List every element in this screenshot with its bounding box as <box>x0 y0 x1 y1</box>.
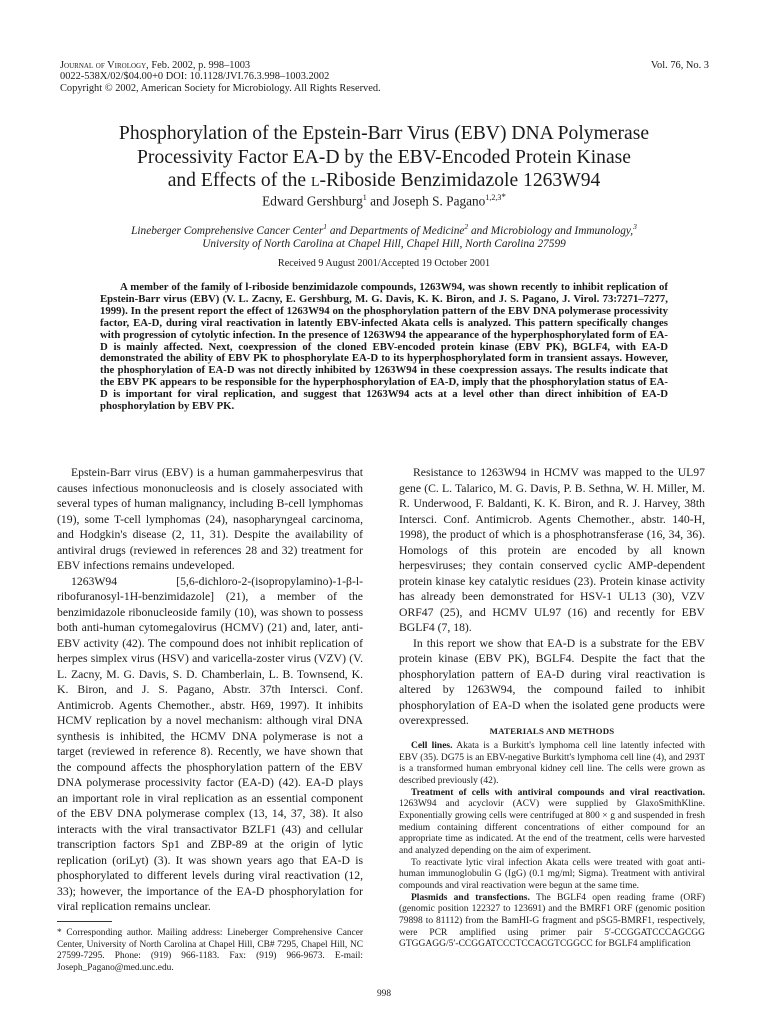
copyright: Copyright © 2002, American Society for Microbiology. All Rights Reserved. <box>60 82 381 94</box>
author-1: Edward Gershburg <box>262 193 363 209</box>
treatment-text: 1263W94 and acyclovir (ACV) were supplied by GlaxoSmithKline. Exponentially growing cells were centrifuged at 800 × g and suspended in fresh medium containing different concentrations of either compound for an appropriate time as indicated. At the end of the treatment, cells were harvested and analyzed depending on the aim of experiment. <box>399 799 705 856</box>
title-line-3 <box>40 169 728 193</box>
footnote-rule <box>57 921 112 922</box>
issn-doi: 0022-538X/02/$04.00+0 DOI: 10.1128/JVI.76.3.998–1003.2002 <box>60 71 330 83</box>
journal-header <box>60 60 381 94</box>
journal-date-pages: , Feb. 2002, p. 998–1003 <box>146 60 251 71</box>
methods-treatment <box>399 788 705 858</box>
plasmids-text: The BGLF4 open reading frame (ORF) (genomic position 122327 to 123691) and the BMRF1 ORF (genomic position 79898 to 81112) from the BamHI-G fragment and pSG5-BMRF1, respectively, were PCR amplified using primer pair 5′-CCGGATCCCAGCGG GTGGAGG/5′-CCGGATCCCTCCACGTCGGCC for BGLF4 amplification <box>399 892 706 950</box>
methods-cell-lines <box>399 741 705 788</box>
affiliation-line-2: University of North Carolina at Chapel Hill, Chapel Hill, North Carolina 27599 <box>202 238 566 251</box>
methods-heading: MATERIALS AND METHODS <box>489 726 615 736</box>
author-2-affil: 1,2,3 <box>485 193 502 202</box>
left-column <box>57 465 363 915</box>
cell-lines-runin: Cell lines. <box>411 741 453 751</box>
volume-number: Vol. 76, No. 3 <box>650 60 709 71</box>
affil-sup-1: 1 <box>323 222 327 231</box>
title-line-2: Processivity Factor EA-D by the EBV-Encoded Protein Kinase <box>137 146 631 168</box>
received-dates: Received 9 August 2001/Accepted 19 October 2001 <box>277 258 491 269</box>
author-and: and <box>366 193 393 209</box>
cell-lines-text: Akata is a Burkitt's lymphoma cell line latently infected with EBV (35). DG75 is an EBV-negative Burkitt's lymphoma cell line (4), and 293T is a transformed human embryonal kidney cell line. The cells were grown as described previously (42). <box>399 741 705 786</box>
abstract: A member of the family of l-riboside benzimidazole compounds, 1263W94, was shown recently to inhibit replication of Epstein-Barr virus (EBV) (V. L. Zacny, E. Gershburg, M. G. Davis, K. K. Biron, and J. S. Pagano, J. Virol. 73:7271–7277, 1999). In the present report the effect of 1263W94 on the phosphorylation pattern of the EBV DNA polymerase processivity factor, EA-D, during viral reactivation in latently EBV-infected Akata cells is analyzed. This pattern specifically changes with progression of cytolytic infection. In the presence of 1263W94 the appearance of the hyperphosphorylated form of EA-D is mainly affected. Next, coexpression of the cloned EBV-encoded protein kinase (EBV PK), BGLF4, with EA-D demonstrated the ability of EBV PK to phosphorylate EA-D to its hyperphosphorylated form in transient assays. However, the phosphorylation of EA-D was not directly inhibited by 1263W94 in these coexpression assays. The results indicate that the EBV PK appears to be responsible for the hyperphosphorylation of EA-D, imply that the phosphorylation status of EA-D is important for viral replication, and suggest that 1263W94 acts at a level other than direct inhibition of EA-D phosphorylation by EBV PK. <box>100 281 668 413</box>
title-line-3-end: -Riboside Benzimidazole 1263W94 <box>319 170 601 191</box>
intro-paragraph-1: Epstein-Barr virus (EBV) is a human gammaherpesvirus that causes infectious mononucleosis and is closely associated with several types of human malignancy, including B-cell lymphomas (19), some T-cell lymphomas (24), nasopharyngeal carcinoma, and Hodgkin's disease (2, 11, 31). Despite the availability of antiviral drugs (reviewed in references 28 and 32) treatment for EBV infections remains undeveloped. <box>57 466 363 572</box>
author-2: Joseph S. Pagano <box>392 193 486 209</box>
intro-paragraph-3: Resistance to 1263W94 in HCMV was mapped to the UL97 gene (C. L. Talarico, M. G. Davis, P. B. Sethna, W. H. Miller, M. R. Underwood, F. Baldanti, K. K. Biron, and R. J. Harvey, 38th Intersci. Conf. Antimicrob. Agents Chemother., abstr. 140-H, 1998), the product of which is a phosphotransferase (16, 34, 36). Homologs of this protein are encoded by all known herpesviruses; they contain conserved cyclic AMP-dependent protein kinase key catalytic residues (23). Protein kinase activity has already been demonstrated for HSV-1 UL13 (30), VZV ORF47 (25), and HCMV UL97 (16) and recently for EBV BGLF4 (7, 18). <box>399 466 705 634</box>
article-title <box>40 122 728 193</box>
affil-sup-2: 2 <box>464 222 469 231</box>
journal-name: Journal of Virology <box>60 60 147 71</box>
affil-microbiology: and Microbiology and Immunology, <box>468 224 634 237</box>
affil-lccc: Lineberger Comprehensive Cancer Center <box>131 224 324 237</box>
page-number: 998 <box>376 989 392 999</box>
affiliation-line-1 <box>40 220 728 238</box>
methods-reactivation: To reactivate lytic viral infection Akata cells were treated with goat anti-human immunoglobulin G (IgG) (0.1 mg/ml; Sigma). Treatment with antiviral compounds and viral reactivation were begun at the same time. <box>399 857 705 891</box>
corresponding-author-footnote: * Corresponding author. Mailing address: Lineberger Comprehensive Cancer Center, University of North Carolina at Chapel Hill, CB# 7295, Chapel Hill, NC 27599-7295. Phone: (919) 966-1183. Fax: (919) 966-9673. E-mail: Joseph_Pagano@med.unc.edu. <box>57 928 363 973</box>
intro-paragraph-2: 1263W94 [5,6-dichloro-2-(isopropylamino)-1-β-l-ribofuranosyl-1H-benzimidazole] (21), a member of the benzimidazole ribonucleoside family (10), was shown to possess both anti-human cytomegalovirus (HCMV) (21) and, later, anti-EBV activity (42). The compound does not inhibit replication of herpes simplex virus (HSV) and varicella-zoster virus (VZV) (V. L. Zacny, M. G. Davis, S. D. Chamberlain, L. B. Townsend, K. K. Biron, and J. S. Pagano, Abstr. 37th Intersci. Conf. Antimicrob. Agents Chemother., abstr. H69, 1997). It inhibits HCMV replication by a novel mechanism: although viral DNA synthesis is inhibited, the HCMV DNA polymerase is not a target (reviewed in reference 8). Recently, we have shown that the compound affects the phosphorylation pattern of the EBV DNA polymerase processivity factor (EA-D) (42). EA-D plays an important role in viral replication as an essential component of the EBV DNA polymerase complex (13, 14, 37, 38). It also interacts with the viral transactivator BZLF1 (43) and cellular transcription factors Sp1 and ZBP-89 at the origin of lytic replication (oriLyt) (3). It was shown years ago that EA-D is phosphorylated to different levels during viral reactivation (12, 33); however, the importance of the EA-D phosphorylation for viral replication remains unclear. <box>57 574 363 913</box>
corresponding-star: * <box>501 192 506 202</box>
affil-medicine: and Departments of Medicine <box>327 224 465 237</box>
title-small-caps-l: l <box>310 170 320 191</box>
methods-section <box>399 741 705 951</box>
author-list <box>40 192 728 209</box>
author-1-affil: 1 <box>362 193 367 202</box>
treatment-runin: Treatment of cells with antiviral compounds and viral reactivation. <box>411 787 705 798</box>
affiliations <box>40 220 728 252</box>
title-line-1: Phosphorylation of the Epstein-Barr Virus (EBV) DNA Polymerase <box>118 123 650 144</box>
affil-sup-3: 3 <box>633 222 637 231</box>
intro-paragraph-4: In this report we show that EA-D is a substrate for the EBV protein kinase (EBV PK), BGLF4. Despite the fact that the phosphorylation pattern of EA-D during viral reactivation is altered by 1263W94, the compound failed to inhibit phosphorylation of EA-D when the isolated gene products were overexpressed. <box>399 636 705 727</box>
methods-plasmids <box>399 893 705 951</box>
plasmids-runin: Plasmids and transfections. <box>411 892 530 903</box>
right-column <box>399 465 705 729</box>
title-line-3-start: and Effects of the <box>167 170 311 191</box>
journal-citation <box>60 60 381 71</box>
